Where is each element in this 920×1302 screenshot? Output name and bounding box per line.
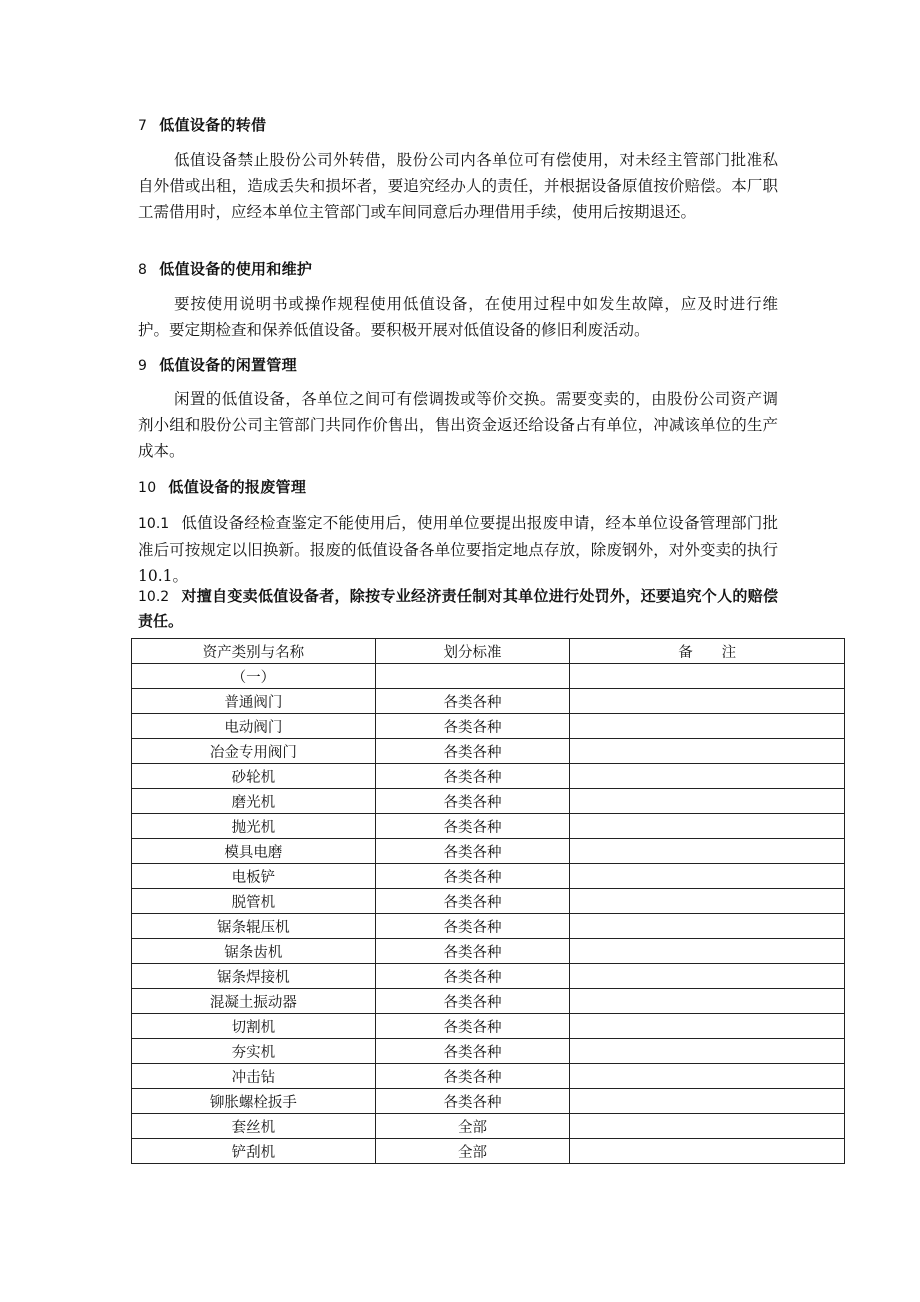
table-row bbox=[132, 789, 845, 814]
table-row bbox=[132, 1114, 845, 1139]
cell-remarks bbox=[570, 664, 845, 689]
cell-standard: 各类各种 bbox=[375, 964, 570, 989]
cell-standard: 各类各种 bbox=[375, 689, 570, 714]
cell-asset-name: 模具电磨 bbox=[132, 839, 376, 864]
section-title: 低值设备的转借 bbox=[159, 116, 267, 134]
table-row bbox=[132, 1089, 845, 1114]
cell-standard: 各类各种 bbox=[375, 864, 570, 889]
table-row bbox=[132, 664, 845, 689]
clause-text: 低值设备经检查鉴定不能使用后，使用单位要提出报废申请，经本单位设备管理部门批准后可按规定以旧换新。报废的低值设备各单位要指定地点存放，除废钢外，对外变卖的执行 10.1。 bbox=[138, 514, 778, 585]
cell-standard bbox=[375, 664, 570, 689]
clause-10-2 bbox=[138, 584, 778, 633]
cell-standard: 各类各种 bbox=[375, 1089, 570, 1114]
cell-remarks bbox=[570, 739, 845, 764]
cell-standard: 各类各种 bbox=[375, 739, 570, 764]
cell-asset-name: 锯条齿机 bbox=[132, 939, 376, 964]
table-row bbox=[132, 739, 845, 764]
cell-standard: 各类各种 bbox=[375, 839, 570, 864]
clause-number: 10.2 bbox=[138, 589, 170, 605]
cell-standard: 各类各种 bbox=[375, 989, 570, 1014]
cell-remarks bbox=[570, 889, 845, 914]
table-row bbox=[132, 864, 845, 889]
cell-standard: 各类各种 bbox=[375, 789, 570, 814]
section-7-paragraph: 低值设备禁止股份公司外转借，股份公司内各单位可有偿使用，对未经主管部门批准私自外借或出租，造成丢失和损坏者，要追究经办人的责任，并根据设备原值按价赔偿。本厂职工需借用时，应经本单位主管部门或车间同意后办理借用手续，使用后按期退还。 bbox=[138, 151, 778, 221]
cell-remarks bbox=[570, 1039, 845, 1064]
section-number: 9 bbox=[138, 358, 148, 374]
cell-asset-name: 铆胀螺栓扳手 bbox=[132, 1089, 376, 1114]
cell-asset-name: 脱管机 bbox=[132, 889, 376, 914]
cell-asset-name: 混凝土振动器 bbox=[132, 989, 376, 1014]
cell-remarks bbox=[570, 1089, 845, 1114]
cell-standard: 各类各种 bbox=[375, 889, 570, 914]
cell-asset-name: 电板铲 bbox=[132, 864, 376, 889]
table-row bbox=[132, 1064, 845, 1089]
cell-standard: 各类各种 bbox=[375, 764, 570, 789]
cell-remarks bbox=[570, 839, 845, 864]
cell-remarks bbox=[570, 789, 845, 814]
cell-standard: 各类各种 bbox=[375, 914, 570, 939]
cell-standard: 全部 bbox=[375, 1139, 570, 1164]
table-row bbox=[132, 964, 845, 989]
cell-remarks bbox=[570, 1139, 845, 1164]
cell-remarks bbox=[570, 989, 845, 1014]
cell-remarks bbox=[570, 814, 845, 839]
section-title: 低值设备的报废管理 bbox=[168, 478, 307, 496]
section-9-heading bbox=[138, 354, 297, 375]
table-row bbox=[132, 914, 845, 939]
cell-remarks bbox=[570, 964, 845, 989]
cell-remarks bbox=[570, 1114, 845, 1139]
table-header-row bbox=[132, 639, 845, 664]
cell-asset-name: 锯条焊接机 bbox=[132, 964, 376, 989]
table-row bbox=[132, 839, 845, 864]
cell-remarks bbox=[570, 1064, 845, 1089]
cell-remarks bbox=[570, 939, 845, 964]
cell-remarks bbox=[570, 1014, 845, 1039]
cell-asset-name: 冲击钻 bbox=[132, 1064, 376, 1089]
cell-asset-name: 切割机 bbox=[132, 1014, 376, 1039]
cell-standard: 各类各种 bbox=[375, 814, 570, 839]
header-standard: 划分标准 bbox=[375, 639, 570, 664]
cell-remarks bbox=[570, 764, 845, 789]
asset-classification-table bbox=[131, 638, 845, 1164]
table-row bbox=[132, 689, 845, 714]
table-body bbox=[132, 664, 845, 1164]
section-number: 7 bbox=[138, 118, 148, 134]
cell-standard: 各类各种 bbox=[375, 939, 570, 964]
cell-remarks bbox=[570, 914, 845, 939]
cell-asset-name: （一） bbox=[132, 664, 376, 689]
cell-remarks bbox=[570, 864, 845, 889]
clause-number: 10.1 bbox=[138, 516, 170, 532]
section-number: 8 bbox=[138, 262, 148, 278]
cell-standard: 各类各种 bbox=[375, 714, 570, 739]
table-row bbox=[132, 1039, 845, 1064]
cell-asset-name: 冶金专用阀门 bbox=[132, 739, 376, 764]
cell-standard: 各类各种 bbox=[375, 1064, 570, 1089]
cell-standard: 各类各种 bbox=[375, 1014, 570, 1039]
table-row bbox=[132, 764, 845, 789]
table-row bbox=[132, 714, 845, 739]
clause-text: 对擅自变卖低值设备者，除按专业经济责任制对其单位进行处罚外，还要追究个人的赔偿责任。 bbox=[138, 587, 778, 630]
cell-asset-name: 抛光机 bbox=[132, 814, 376, 839]
cell-remarks bbox=[570, 714, 845, 739]
section-9-paragraph: 闲置的低值设备，各单位之间可有偿调拨或等价交换。需要变卖的，由股份公司资产调剂小组和股份公司主管部门共同作价售出，售出资金返还给设备占有单位，冲减该单位的生产成本。 bbox=[138, 390, 778, 460]
cell-standard: 各类各种 bbox=[375, 1039, 570, 1064]
table-row bbox=[132, 1014, 845, 1039]
section-10-heading bbox=[138, 476, 306, 497]
section-8-heading bbox=[138, 258, 312, 279]
section-title: 低值设备的闲置管理 bbox=[159, 356, 297, 374]
table-row bbox=[132, 814, 845, 839]
cell-asset-name: 夯实机 bbox=[132, 1039, 376, 1064]
cell-remarks bbox=[570, 689, 845, 714]
header-asset-name: 资产类别与名称 bbox=[132, 639, 376, 664]
section-7-heading bbox=[138, 114, 266, 135]
table-row bbox=[132, 889, 845, 914]
cell-asset-name: 普通阀门 bbox=[132, 689, 376, 714]
table-row bbox=[132, 989, 845, 1014]
cell-asset-name: 砂轮机 bbox=[132, 764, 376, 789]
cell-asset-name: 铲刮机 bbox=[132, 1139, 376, 1164]
cell-asset-name: 锯条辊压机 bbox=[132, 914, 376, 939]
section-8-paragraph: 要按使用说明书或操作规程使用低值设备，在使用过程中如发生故障，应及时进行维护。要定期检查和保养低值设备。要积极开展对低值设备的修旧利废活动。 bbox=[138, 295, 778, 339]
cell-asset-name: 电动阀门 bbox=[132, 714, 376, 739]
header-remarks: 备 注 bbox=[570, 639, 845, 664]
cell-standard: 全部 bbox=[375, 1114, 570, 1139]
table-row bbox=[132, 1139, 845, 1164]
section-number: 10 bbox=[138, 480, 157, 496]
clause-10-1 bbox=[138, 510, 778, 589]
cell-asset-name: 磨光机 bbox=[132, 789, 376, 814]
cell-asset-name: 套丝机 bbox=[132, 1114, 376, 1139]
section-title: 低值设备的使用和维护 bbox=[159, 260, 313, 278]
table-row bbox=[132, 939, 845, 964]
